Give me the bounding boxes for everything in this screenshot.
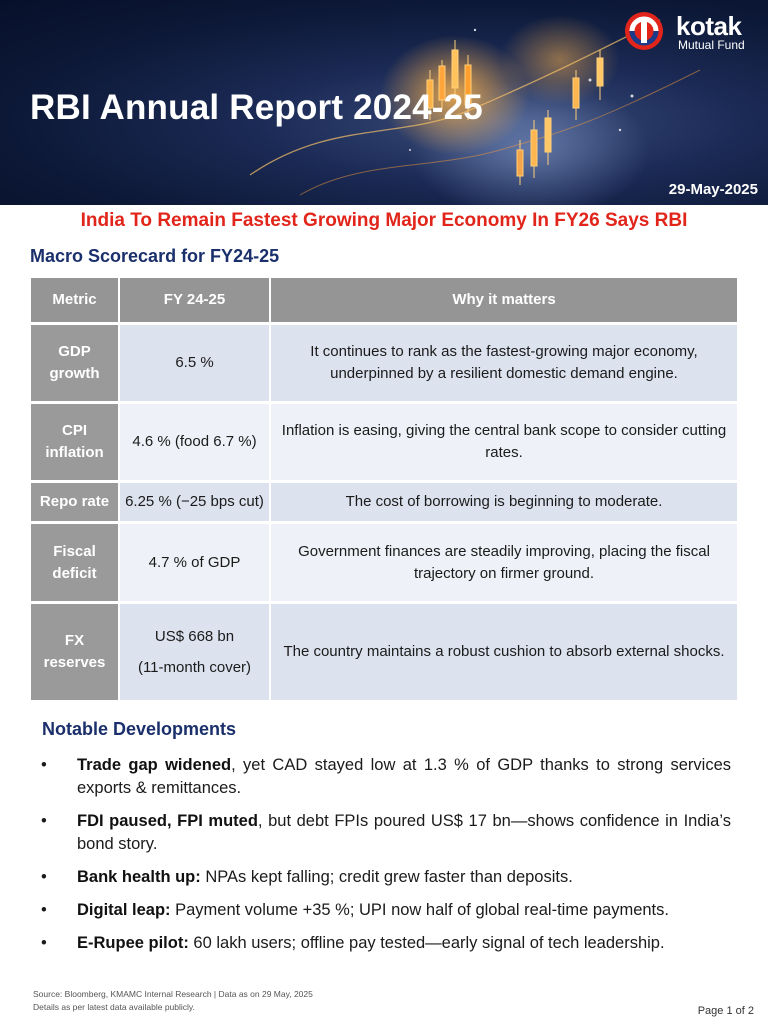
kotak-logo-icon [624, 11, 670, 51]
item-text: , but debt FPIs poured US$ 17 bn—shows confidence in India’s bond story. [77, 812, 731, 853]
page-title: RBI Annual Report 2024-25 [30, 88, 483, 127]
bullet-icon: • [41, 934, 47, 952]
logo-name: kotak [676, 11, 742, 41]
column-header-value: FY 24-25 [118, 278, 269, 322]
table-row [31, 404, 739, 483]
table-row [31, 604, 739, 703]
list-item [41, 899, 731, 922]
page-number: Page 1 of 2 [697, 1005, 754, 1017]
item-text: 60 lakh users; offline pay tested—early signal of tech leadership. [188, 934, 665, 952]
value-line: US$ 668 bn [154, 628, 235, 645]
metric-cell: GDP growth [31, 325, 118, 401]
report-date: 29-May-2025 [668, 181, 758, 198]
scorecard-title: Macro Scorecard for FY24-25 [30, 246, 280, 266]
list-item [41, 866, 731, 889]
list-item [41, 932, 731, 955]
item-text: NPAs kept falling; credit grew faster than deposits. [200, 868, 573, 886]
value-cell: 6.5 % [118, 325, 269, 401]
table-row [31, 483, 739, 524]
value-cell [118, 604, 269, 700]
value-cell: 4.7 % of GDP [118, 524, 269, 601]
metric-cell: Fiscal deficit [31, 524, 118, 601]
bullet-icon: • [41, 901, 47, 919]
bullet-icon: • [41, 868, 47, 886]
source-line: Details as per latest data available publicly. [33, 1002, 195, 1012]
why-cell: It continues to rank as the fastest-growing major economy, underpinned by a resilient domestic demand engine. [269, 325, 737, 401]
developments-list [41, 754, 731, 965]
table-row [31, 524, 739, 604]
value-cell: 6.25 % (−25 bps cut) [118, 483, 269, 521]
header-banner [0, 0, 768, 205]
value-line: (11-month cover) [137, 659, 252, 676]
developments-title: Notable Developments [42, 719, 237, 739]
list-item [41, 810, 731, 856]
item-heading: FDI paused, FPI muted [77, 812, 258, 830]
column-header-why: Why it matters [269, 278, 737, 322]
headline: India To Remain Fastest Growing Major Economy In FY26 Says RBI [80, 210, 688, 231]
item-text: , yet CAD stayed low at 1.3 % of GDP thanks to strong services exports & remittances. [77, 756, 731, 797]
bullet-icon: • [41, 756, 47, 774]
column-header-metric: Metric [31, 278, 118, 322]
metric-cell: CPI inflation [31, 404, 118, 480]
why-cell: Government finances are steadily improving, placing the fiscal trajectory on firmer ground. [269, 524, 737, 601]
item-text: Payment volume +35 %; UPI now half of global real-time payments. [170, 901, 669, 919]
item-heading: Digital leap: [77, 901, 171, 919]
source-line: Source: Bloomberg, KMAMC Internal Research | Data as on 29 May, 2025 [33, 989, 313, 999]
item-heading: Trade gap widened [77, 756, 232, 774]
metric-cell: FX reserves [31, 604, 118, 700]
macro-scorecard-table [31, 278, 739, 703]
kotak-logo [624, 9, 764, 53]
why-cell: The cost of borrowing is beginning to moderate. [269, 483, 737, 521]
table-row [31, 325, 739, 404]
value-cell: 4.6 % (food 6.7 %) [118, 404, 269, 480]
bullet-icon: • [41, 812, 47, 830]
item-heading: Bank health up: [77, 868, 201, 886]
source-note [33, 988, 313, 1014]
logo-subtitle: Mutual Fund [678, 38, 745, 52]
list-item [41, 754, 731, 800]
metric-cell: Repo rate [31, 483, 118, 521]
table-header-row [31, 278, 739, 325]
why-cell: The country maintains a robust cushion to absorb external shocks. [269, 604, 737, 700]
why-cell: Inflation is easing, giving the central bank scope to consider cutting rates. [269, 404, 737, 480]
item-heading: E-Rupee pilot: [77, 934, 189, 952]
